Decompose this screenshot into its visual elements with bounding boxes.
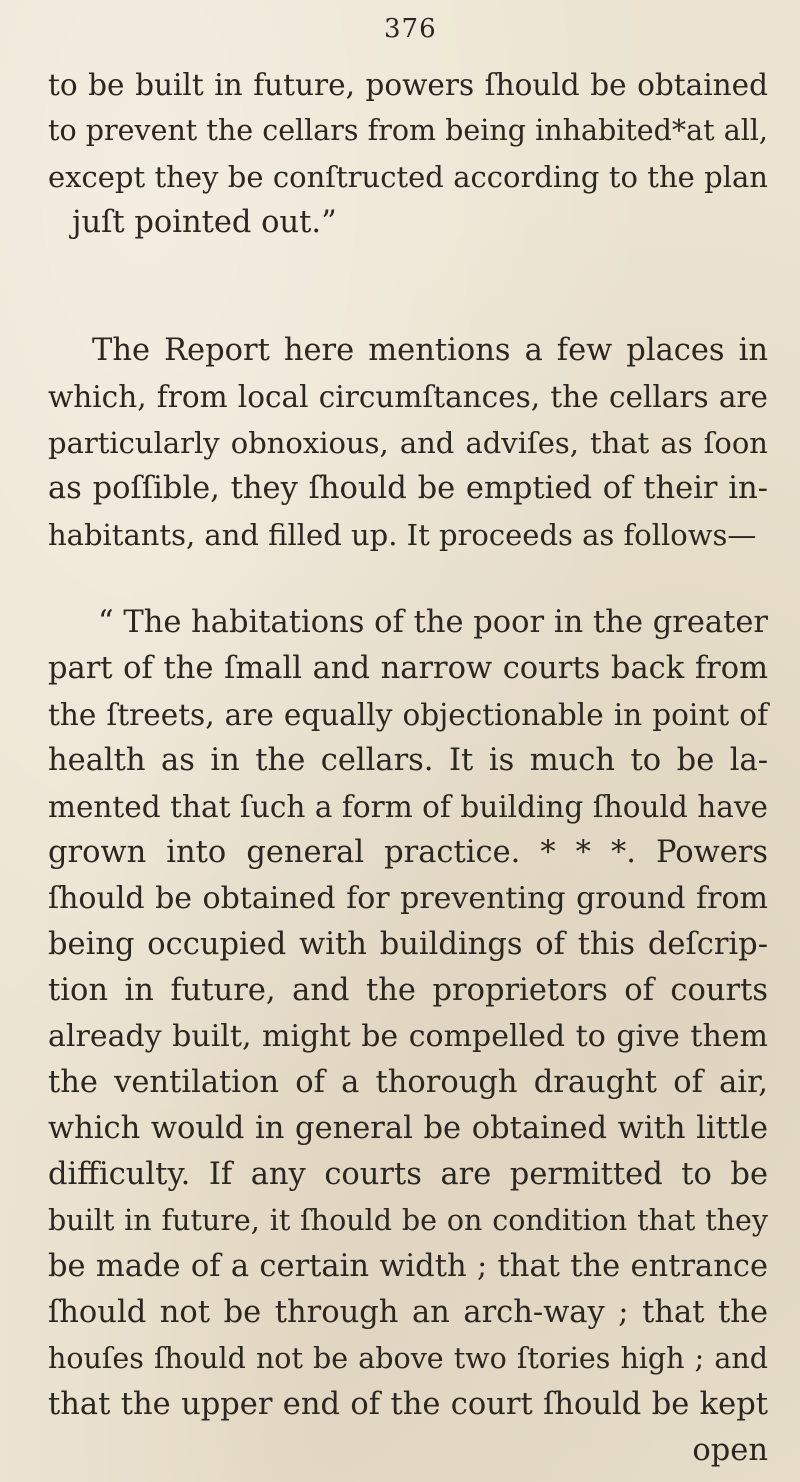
text-line: The Report here mentions a few places in bbox=[92, 333, 768, 368]
paragraph-2 bbox=[48, 328, 768, 558]
text-line: difficulty. If any courts are permitted to be bbox=[48, 1157, 768, 1192]
paragraph-3 bbox=[48, 600, 768, 1474]
text-line: be made of a certain width ; that the entrance bbox=[48, 1249, 768, 1284]
text-line: mented that ſuch a form of building ſhould have bbox=[48, 790, 768, 824]
page-number: 376 bbox=[384, 14, 437, 44]
text-line: juſt pointed out.” bbox=[72, 205, 337, 240]
paragraph-1 bbox=[48, 62, 768, 246]
text-line: health as in the cellars. It is much to be la- bbox=[48, 743, 768, 778]
text-line: grown into general practice. * * *. Powers bbox=[48, 835, 768, 870]
text-line: “ The habitations of the poor in the greater bbox=[98, 605, 768, 640]
text-line: part of the ſmall and narrow courts back from bbox=[48, 651, 768, 686]
text-line: except they be conſtructed according to the plan bbox=[48, 160, 768, 194]
text-line: ſhould be obtained for preventing ground from bbox=[48, 881, 768, 916]
text-line: which, from local circumſtances, the cellars are bbox=[48, 380, 768, 414]
text-line: which would in general be obtained with little bbox=[48, 1111, 768, 1146]
text-line: to prevent the cellars from being inhabited*at all, bbox=[48, 114, 768, 147]
text-line: the ventilation of a thorough draught of air, bbox=[48, 1065, 768, 1100]
catchword: open bbox=[692, 1433, 768, 1468]
text-line: that the upper end of the court ſhould be kept bbox=[48, 1387, 768, 1422]
text-line: ſhould not be through an arch-way ; that the bbox=[48, 1295, 768, 1330]
text-line: the ſtreets, are equally objectionable in point of bbox=[48, 698, 768, 732]
text-line: to be built in future, powers ſhould be obtained bbox=[48, 68, 768, 102]
text-line: already built, might be compelled to give them bbox=[48, 1019, 768, 1054]
text-line: particularly obnoxious, and adviſes, that as ſoon bbox=[48, 426, 768, 460]
text-line: built in future, it ſhould be on condition that they bbox=[48, 1204, 768, 1237]
text-line: tion in future, and the proprietors of courts bbox=[48, 973, 768, 1008]
text-line: being occupied with buildings of this deſcrip- bbox=[48, 927, 768, 962]
text-line: as poſſible, they ſhould be emptied of their in- bbox=[48, 471, 768, 506]
text-line: habitants, and filled up. It proceeds as follows— bbox=[48, 518, 757, 552]
text-line: houſes ſhould not be above two ſtories high ; and bbox=[48, 1342, 768, 1375]
